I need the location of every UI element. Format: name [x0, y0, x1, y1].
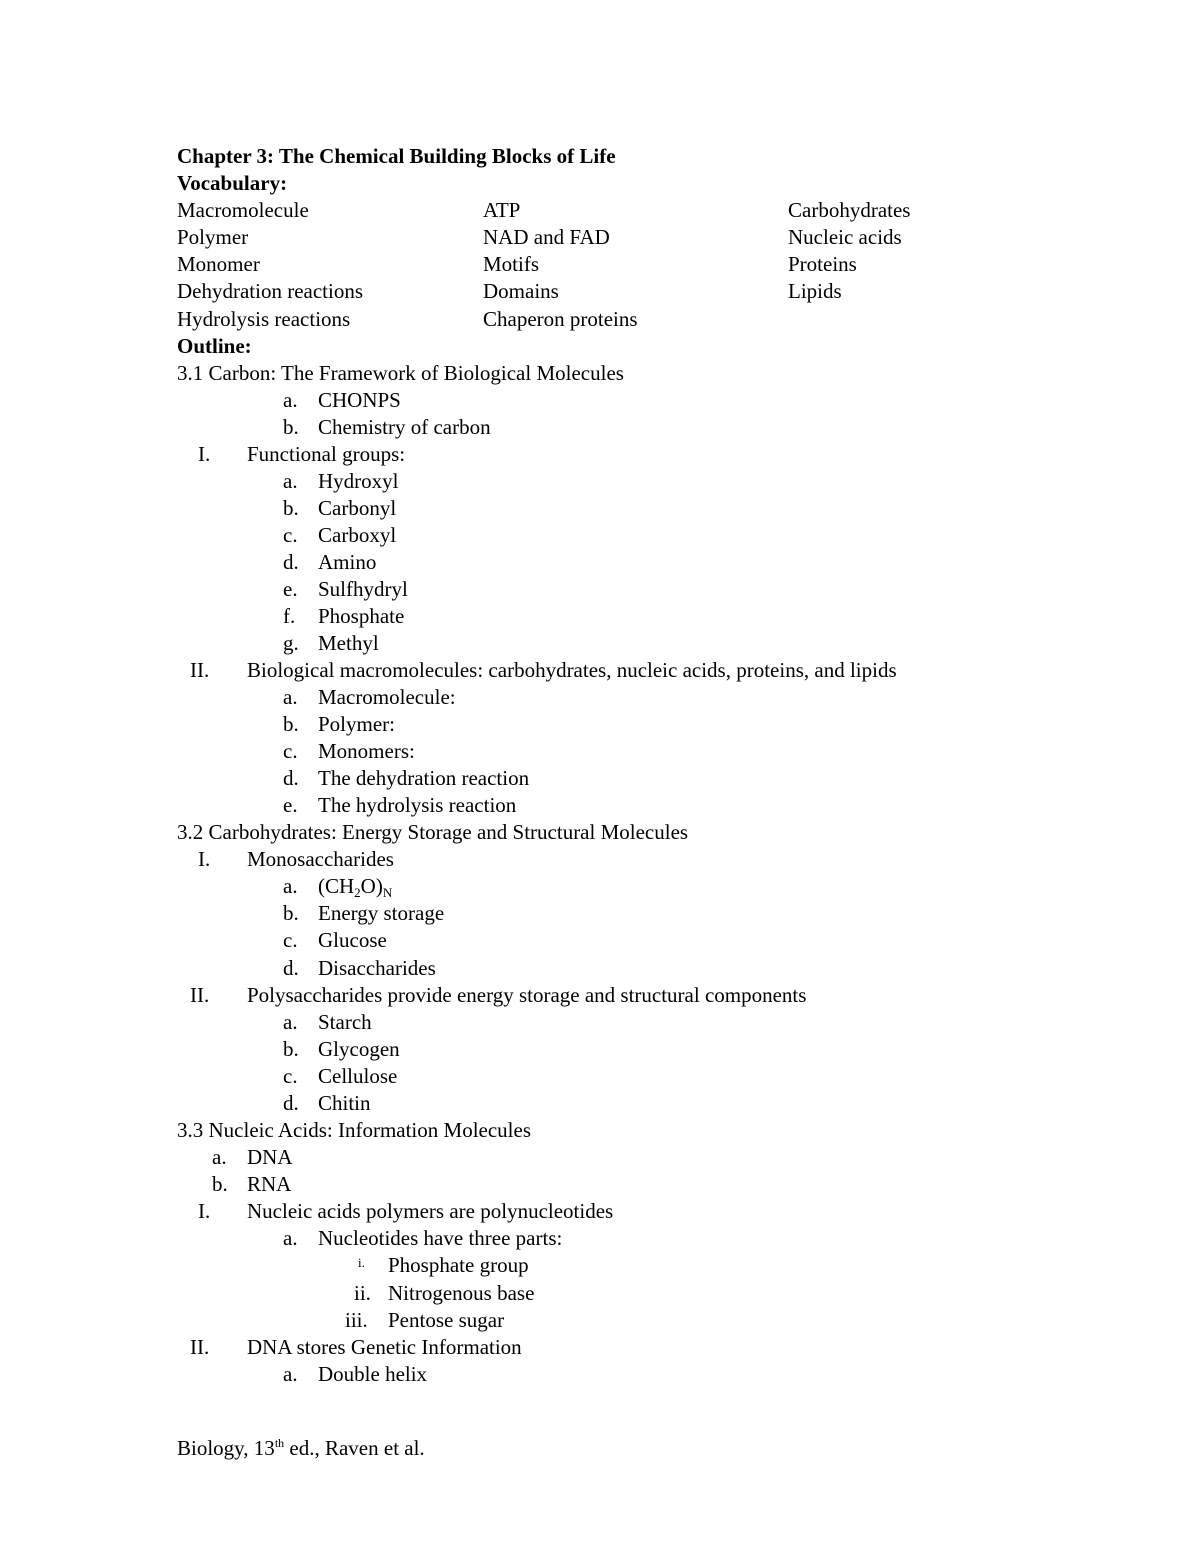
roman-marker: I. [198, 847, 211, 871]
footer-citation: Biology, 13th ed., Raven et al. [177, 1436, 425, 1460]
chapter-title: Chapter 3: The Chemical Building Blocks of Life [177, 144, 616, 168]
vocab-term: Proteins [788, 252, 857, 276]
item-text: CHONPS [318, 388, 401, 412]
item-marker: c. [283, 1064, 298, 1088]
formula-text: $(CH_2O)_N$ [318, 874, 393, 900]
vocab-term: Nucleic acids [788, 225, 902, 249]
outline-heading: Outline: [177, 334, 252, 358]
item-text: Phosphate group [388, 1253, 529, 1277]
item-marker: g. [283, 631, 299, 655]
section-heading: 3.3 Nucleic Acids: Information Molecules [177, 1118, 531, 1142]
item-text: Macromolecule: [318, 685, 456, 709]
roman-marker: I. [198, 1199, 211, 1223]
item-text: Monomers: [318, 739, 415, 763]
vocabulary-heading: Vocabulary: [177, 171, 288, 195]
vocab-term: Chaperon proteins [483, 307, 638, 331]
item-text: DNA stores Genetic Information [247, 1335, 522, 1359]
item-text: Disaccharides [318, 956, 436, 980]
roman-marker: iii. [345, 1308, 368, 1332]
item-marker: a. [283, 1010, 298, 1034]
roman-marker: II. [190, 1335, 210, 1359]
item-marker: a. [283, 1226, 298, 1250]
item-marker: b. [283, 901, 299, 925]
item-text: Hydroxyl [318, 469, 399, 493]
item-marker: a. [283, 469, 298, 493]
item-text: The dehydration reaction [318, 766, 530, 790]
item-text: Chitin [318, 1091, 371, 1115]
item-marker: a. [283, 874, 298, 898]
item-text: Biological macromolecules: carbohydrates, nucleic acids, proteins, and lipids [247, 658, 897, 682]
item-text: Pentose sugar [388, 1308, 505, 1332]
item-text: Chemistry of carbon [318, 415, 491, 439]
item-text: Double helix [318, 1362, 428, 1386]
vocab-term: Dehydration reactions [177, 279, 364, 303]
item-marker: c. [283, 523, 298, 547]
item-text: Glucose [318, 928, 387, 952]
item-text: DNA [247, 1145, 293, 1169]
item-marker: c. [283, 928, 298, 952]
section-heading: 3.2 Carbohydrates: Energy Storage and Structural Molecules [177, 820, 689, 844]
item-text: Phosphate [318, 604, 405, 628]
item-text: Carboxyl [318, 523, 397, 547]
item-marker: e. [283, 577, 298, 601]
item-marker: b. [283, 415, 299, 439]
item-marker: b. [283, 1037, 299, 1061]
item-text: Polymer: [318, 712, 395, 736]
item-marker: d. [283, 956, 299, 980]
item-marker: c. [283, 739, 298, 763]
vocab-term: Carbohydrates [788, 198, 911, 222]
item-marker: d. [283, 1091, 299, 1115]
item-text: Methyl [318, 631, 379, 655]
item-marker: b. [283, 712, 299, 736]
vocab-term: Hydrolysis reactions [177, 307, 351, 331]
item-text: Functional groups: [247, 442, 406, 466]
section-heading: 3.1 Carbon: The Framework of Biological Molecules [177, 361, 624, 385]
item-marker: d. [283, 550, 299, 574]
item-text: Amino [318, 550, 377, 574]
vocab-term: ATP [483, 198, 521, 222]
item-marker: a. [283, 388, 298, 412]
item-text: Nucleotides have three parts: [318, 1226, 563, 1250]
item-marker: d. [283, 766, 299, 790]
item-marker: a. [283, 1362, 298, 1386]
item-text: The hydrolysis reaction [318, 793, 517, 817]
item-marker: b. [283, 496, 299, 520]
item-text: RNA [247, 1172, 292, 1196]
item-text: Polysaccharides provide energy storage and structural components [247, 983, 807, 1007]
vocab-term: NAD and FAD [483, 225, 610, 249]
vocab-term: Lipids [788, 279, 842, 303]
item-text: Sulfhydryl [318, 577, 408, 601]
roman-marker: I. [198, 442, 211, 466]
item-text: Nitrogenous base [388, 1281, 535, 1305]
vocab-term: Polymer [177, 225, 249, 249]
roman-marker: II. [190, 983, 210, 1007]
item-text: Nucleic acids polymers are polynucleotides [247, 1199, 614, 1223]
vocab-term: Motifs [483, 252, 540, 276]
item-text: Monosaccharides [247, 847, 394, 871]
item-marker: f. [283, 604, 296, 628]
item-text: Carbonyl [318, 496, 397, 520]
item-marker: b. [212, 1172, 228, 1196]
item-marker: e. [283, 793, 298, 817]
item-text: Starch [318, 1010, 372, 1034]
vocab-term: Monomer [177, 252, 260, 276]
item-marker: a. [212, 1145, 227, 1169]
item-text: Glycogen [318, 1037, 400, 1061]
vocab-term: Domains [483, 279, 559, 303]
roman-marker: ii. [354, 1281, 371, 1305]
item-marker: a. [283, 685, 298, 709]
vocab-term: Macromolecule [177, 198, 309, 222]
item-text: Cellulose [318, 1064, 398, 1088]
roman-marker: II. [190, 658, 210, 682]
roman-marker: i. [358, 1255, 365, 1270]
item-text: Energy storage [318, 901, 445, 925]
